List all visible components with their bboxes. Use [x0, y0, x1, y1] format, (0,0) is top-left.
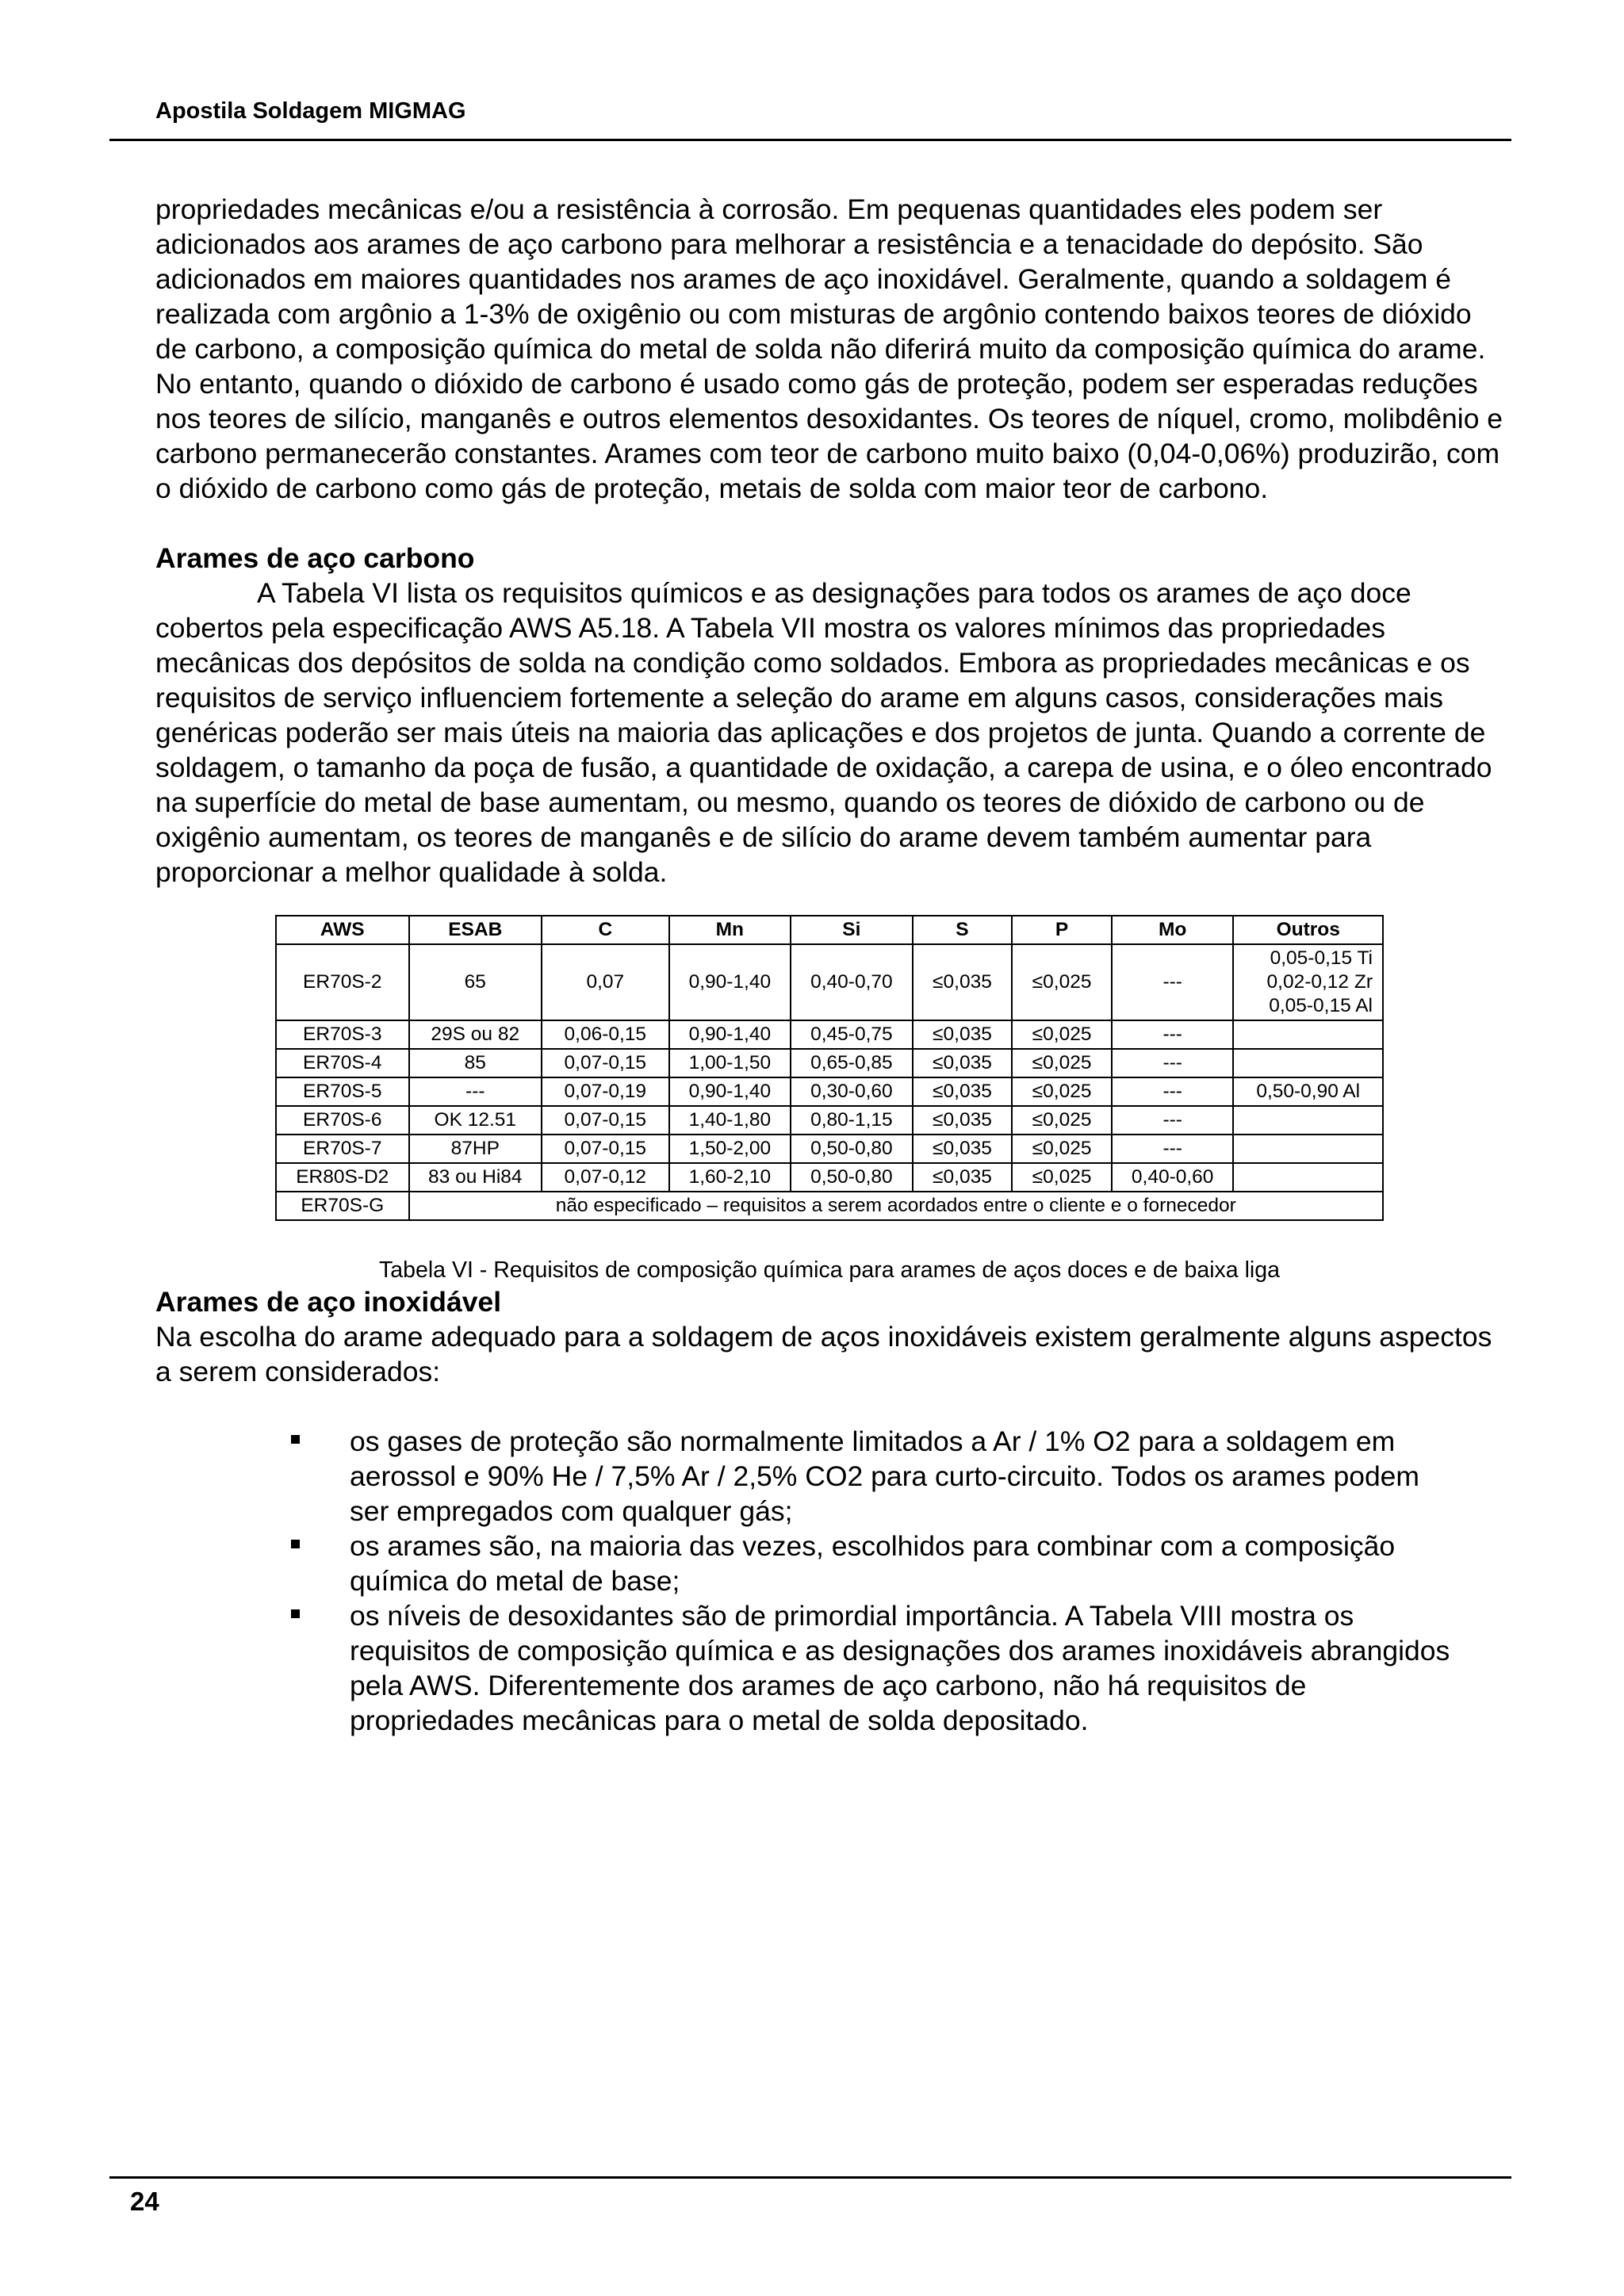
table-cell: 0,90-1,40	[669, 1077, 791, 1106]
table-cell: ≤0,035	[913, 1020, 1013, 1049]
header-title: Apostila Soldagem MIGMAG	[155, 98, 466, 124]
table-cell: ≤0,035	[913, 1077, 1013, 1106]
table-cell: 65	[409, 944, 542, 1020]
inox-paragraph: Na escolha do arame adequado para a soldagem de aços inoxidáveis existem geralmente alguns aspectos a serem considerados:	[155, 1321, 1492, 1387]
table-row	[276, 1049, 1383, 1077]
table-row	[276, 1163, 1383, 1192]
table-header-row	[276, 916, 1383, 944]
col-header-s: S	[913, 916, 1013, 944]
table-cell: ≤0,025	[1012, 1049, 1112, 1077]
table-cell: ---	[1112, 1135, 1234, 1163]
table-cell: 0,07-0,15	[542, 1106, 669, 1135]
table-row	[276, 1106, 1383, 1135]
table-row	[276, 944, 1383, 1020]
table-cell: 83 ou Hi84	[409, 1163, 542, 1192]
table-cell: ≤0,025	[1012, 1163, 1112, 1192]
outros-line: 0,05-0,15 Ti	[1270, 947, 1373, 969]
page-content	[155, 192, 1503, 1738]
col-header-outros: Outros	[1233, 916, 1383, 944]
square-bullet-icon	[291, 1435, 300, 1444]
table-cell: 0,80-1,15	[791, 1106, 913, 1135]
table-cell: 0,50-0,80	[791, 1163, 913, 1192]
table-cell: ---	[1112, 1049, 1234, 1077]
table-cell: ≤0,035	[913, 944, 1013, 1020]
table-cell: 85	[409, 1049, 542, 1077]
table-cell	[1233, 1163, 1383, 1192]
table-cell: OK 12.51	[409, 1106, 542, 1135]
table-cell: ---	[1112, 944, 1234, 1020]
square-bullet-icon	[291, 1540, 300, 1548]
table-cell: 87HP	[409, 1135, 542, 1163]
table-cell: 0,90-1,40	[669, 944, 791, 1020]
list-item-text: os arames são, na maioria das vezes, escolhidos para combinar com a composição química do metal de base;	[350, 1530, 1396, 1597]
col-header-p: P	[1012, 916, 1112, 944]
table-cell: 1,00-1,50	[669, 1049, 791, 1077]
outros-line: 0,05-0,15 Al	[1269, 995, 1373, 1016]
composition-table	[275, 915, 1384, 1221]
col-header-mo: Mo	[1112, 916, 1234, 944]
table-cell: ---	[1112, 1020, 1234, 1049]
table-caption: Tabela VI - Requisitos de composição química para arames de aços doces e de baixa liga	[379, 1257, 1280, 1283]
table-cell: ≤0,025	[1012, 1077, 1112, 1106]
list-item	[350, 1598, 1460, 1738]
table-cell: ≤0,025	[1012, 944, 1112, 1020]
table-cell: 0,07-0,19	[542, 1077, 669, 1106]
table-cell: ER70S-G	[276, 1192, 409, 1220]
footer-rule	[109, 2176, 1511, 2179]
col-header-aws: AWS	[276, 916, 409, 944]
table-cell: ---	[1112, 1106, 1234, 1135]
table-cell: ER80S-D2	[276, 1163, 409, 1192]
table-cell: ≤0,025	[1012, 1020, 1112, 1049]
table-cell: ≤0,025	[1012, 1135, 1112, 1163]
col-header-esab: ESAB	[409, 916, 542, 944]
table-cell: ER70S-6	[276, 1106, 409, 1135]
list-item	[350, 1424, 1460, 1529]
table-cell: 0,40-0,60	[1112, 1163, 1234, 1192]
table-row	[276, 1135, 1383, 1163]
table-row	[276, 1077, 1383, 1106]
col-header-mn: Mn	[669, 916, 791, 944]
table-cell: ER70S-5	[276, 1077, 409, 1106]
table-cell: 29S ou 82	[409, 1020, 542, 1049]
table-cell: ≤0,035	[913, 1163, 1013, 1192]
square-bullet-icon	[291, 1609, 300, 1618]
table-cell: 0,06-0,15	[542, 1020, 669, 1049]
list-item	[350, 1529, 1460, 1598]
table-cell: ---	[1112, 1077, 1234, 1106]
table-cell	[1233, 1049, 1383, 1077]
table-cell-note: não especificado – requisitos a serem acordados entre o cliente e o fornecedor	[409, 1192, 1383, 1220]
table-cell: 0,07-0,15	[542, 1049, 669, 1077]
table-cell: 1,40-1,80	[669, 1106, 791, 1135]
table-cell: 0,07-0,12	[542, 1163, 669, 1192]
table-cell: 0,90-1,40	[669, 1020, 791, 1049]
table-cell: ≤0,035	[913, 1135, 1013, 1163]
page-number: 24	[130, 2187, 159, 2216]
table-vi	[275, 915, 1384, 1221]
section-heading-inox: Arames de aço inoxidável	[155, 1286, 502, 1318]
table-cell: ER70S-7	[276, 1135, 409, 1163]
table-cell: 0,07	[542, 944, 669, 1020]
table-cell: ER70S-3	[276, 1020, 409, 1049]
table-cell	[1233, 1135, 1383, 1163]
table-cell: ≤0,025	[1012, 1106, 1112, 1135]
table-cell: 0,50-0,80	[791, 1135, 913, 1163]
carbon-paragraph: A Tabela VI lista os requisitos químicos e as designações para todos os arames de aço doce cobertos pela especificação AWS A5.18. A Tabela VII mostra os valores mínimos das propriedades mecânicas dos depósitos de solda na condição como soldados. Embora as propriedades mecânicas e os requisitos de serviço influenciem fortemente a seleção do arame em alguns casos, considerações mais genéricas poderão ser mais úteis na maioria das aplicações e dos projetos de junta. Quando a corrente de soldagem, o tamanho da poça de fusão, a quantidade de oxidação, a carepa de usina, e o óleo encontrado na superfície do metal de base aumentam, ou mesmo, quando os teores de dióxido de carbono ou de oxigênio aumentam, os teores de manganês e de silício do arame devem também aumentar para proporcionar a melhor qualidade à solda.	[155, 577, 1492, 888]
col-header-si: Si	[791, 916, 913, 944]
table-cell: 0,30-0,60	[791, 1077, 913, 1106]
table-cell: 1,50-2,00	[669, 1135, 791, 1163]
table-cell: 0,65-0,85	[791, 1049, 913, 1077]
table-cell: 0,40-0,70	[791, 944, 913, 1020]
table-row	[276, 1020, 1383, 1049]
table-cell: 0,45-0,75	[791, 1020, 913, 1049]
table-cell-outros	[1233, 944, 1383, 1020]
intro-paragraph: propriedades mecânicas e/ou a resistência à corrosão. Em pequenas quantidades eles podem ser adicionados aos arames de aço carbono para melhorar a resistência e a tenacidade do depósito. São adicionados em maiores quantidades nos arames de aço inoxidável. Geralmente, quando a soldagem é realizada com argônio a 1-3% de oxigênio ou com misturas de argônio contendo baixos teores de dióxido de carbono, a composição química do metal de solda não diferirá muito da composição química do arame. No entanto, quando o dióxido de carbono é usado como gás de proteção, podem ser esperadas reduções nos teores de silício, manganês e outros elementos desoxidantes. Os teores de níquel, cromo, molibdênio e carbono permanecerão constantes. Arames com teor de carbono muito baixo (0,04-0,06%) produzirão, com o dióxido de carbono como gás de proteção, metais de solda com maior teor de carbono.	[155, 193, 1503, 504]
table-row	[276, 1192, 1383, 1220]
table-cell: ---	[409, 1077, 542, 1106]
table-cell: ER70S-4	[276, 1049, 409, 1077]
table-cell: ≤0,035	[913, 1106, 1013, 1135]
outros-line: 0,02-0,12 Zr	[1266, 971, 1373, 993]
list-item-text: os gases de proteção são normalmente limitados a Ar / 1% O2 para a soldagem em aerossol e 90% He / 7,5% Ar / 2,5% CO2 para curto-circuito. Todos os arames podem ser empregados com qualquer gás;	[350, 1425, 1419, 1527]
table-cell: ER70S-2	[276, 944, 409, 1020]
table-cell: 0,50-0,90 Al	[1233, 1077, 1383, 1106]
table-cell	[1233, 1020, 1383, 1049]
table-cell	[1233, 1106, 1383, 1135]
table-cell: 1,60-2,10	[669, 1163, 791, 1192]
table-cell: 0,07-0,15	[542, 1135, 669, 1163]
section-heading-carbon: Arames de aço carbono	[155, 542, 475, 574]
col-header-c: C	[542, 916, 669, 944]
table-cell: ≤0,035	[913, 1049, 1013, 1077]
bullet-list	[155, 1424, 1460, 1738]
header-rule	[109, 139, 1511, 141]
list-item-text: os níveis de desoxidantes são de primordial importância. A Tabela VIII mostra os requisitos de composição química e as designações dos arames inoxidáveis abrangidos pela AWS. Diferentemente dos arames de aço carbono, não há requisitos de propriedades mecânicas para o metal de solda depositado.	[350, 1600, 1450, 1736]
